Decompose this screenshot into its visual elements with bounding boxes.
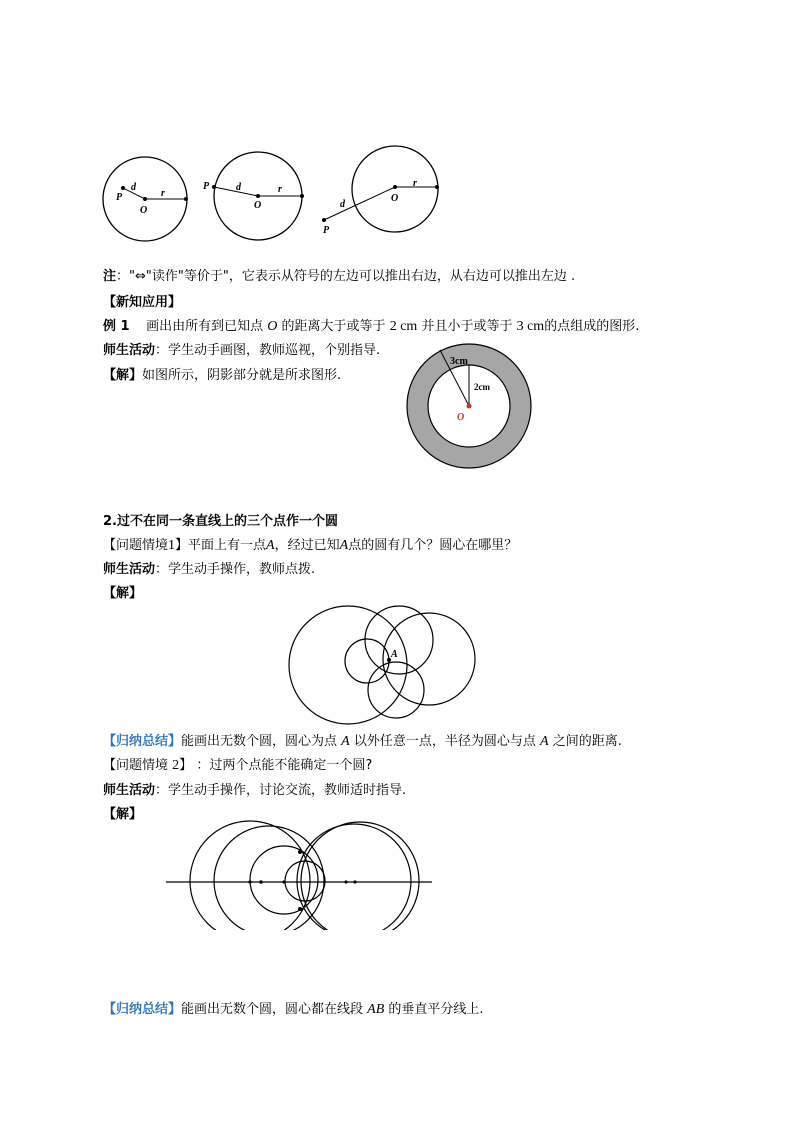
activity-label: 师生活动: [103, 783, 156, 798]
summary-text-1: 能画出无数个圆，圆心为点: [181, 734, 338, 749]
summary-text-1: 能画出无数个圆，圆心都在线段: [181, 1002, 364, 1017]
svg-text:r: r: [278, 184, 282, 195]
svg-text:r: r: [413, 178, 417, 189]
problem-text-1: 平面上有一点: [188, 538, 267, 553]
circles-through-point-figure: [285, 603, 480, 725]
example-label: 例 1: [103, 319, 130, 334]
summary-point-a: A: [341, 734, 350, 749]
summary-point-a-2: A: [540, 734, 549, 749]
example-1: [103, 318, 639, 336]
solution-1: [103, 367, 341, 385]
circle-point-inside: [103, 157, 188, 241]
svg-text:d: d: [236, 182, 241, 193]
problem-number: 2: [172, 758, 180, 773]
activity-text: ：学生动手画图，教师巡视，个别指导.: [155, 343, 381, 358]
problem-1: [103, 537, 517, 555]
note-line: [103, 268, 575, 286]
problem-close: 】: [179, 758, 193, 773]
circle-point-outside: [322, 146, 439, 236]
solution-3-label: 【解】: [103, 807, 143, 822]
svg-text:O: O: [391, 193, 399, 204]
problem-close: 】: [175, 538, 189, 553]
problem-point-a: A: [266, 538, 275, 553]
example-text-2: 的距离大于或等于: [281, 319, 386, 334]
activity-label: 师生活动: [103, 343, 156, 358]
svg-text:d: d: [131, 182, 136, 193]
section-2-title: 2.过不在同一条直线上的三个点作一个圆: [103, 514, 338, 529]
point-a: [298, 850, 302, 854]
summary-text-2: 以外任意一点，半径为圆心与点: [353, 734, 536, 749]
svg-text:P: P: [116, 192, 123, 203]
center-point: [467, 404, 472, 409]
section-new-heading: 【新知应用】: [103, 295, 182, 310]
activity-text: ：学生动手操作，教师点拨.: [155, 562, 316, 577]
circles-through-two-points-figure: [162, 815, 437, 930]
annulus-figure: [402, 336, 537, 471]
svg-text:O: O: [140, 205, 148, 216]
example-value-1: 2 cm: [389, 319, 418, 334]
example-value-2: 3 cm: [516, 319, 545, 334]
activity-3: [103, 782, 406, 800]
inner-radius-label: 2cm: [474, 382, 490, 392]
activity-text: ：学生动手操作，讨论交流，教师适时指导.: [155, 783, 407, 798]
summary-segment-ab: AB: [367, 1002, 385, 1017]
summary-label: 【归纳总结】: [103, 734, 182, 749]
summary-label: 【归纳总结】: [103, 1002, 182, 1017]
activity-1: [103, 342, 380, 360]
solution-2-label: 【解】: [103, 586, 143, 601]
problem-label: 【问题情境: [103, 758, 169, 773]
point-b: [298, 907, 302, 911]
summary-2: [103, 1001, 484, 1019]
summary-text-2: 的垂直平分线上.: [388, 1002, 484, 1017]
problem-2: [103, 757, 372, 775]
problem-point-a-2: A: [339, 538, 349, 553]
summary-text-3: 之间的距离.: [552, 734, 622, 749]
problem-text-2: ，经过已知: [274, 538, 340, 553]
point-circle-position-figure: [95, 140, 455, 245]
svg-text:O: O: [254, 200, 262, 211]
note-label: 注: [103, 269, 117, 284]
problem-text-3: 点的圆有几个？圆心在哪里？: [348, 538, 518, 553]
summary-1: [103, 733, 622, 751]
point-a-label: A: [391, 649, 398, 660]
note-text: ："⇔"读作"等价于"，它表示从符号的左边可以推出右边，从右边可以推出左边 .: [116, 269, 576, 284]
example-point-o: O: [267, 319, 278, 334]
problem-label: 【问题情境: [103, 538, 169, 553]
problem-text: ：过两个点能不能确定一个圆?: [196, 758, 373, 773]
outer-radius-label: 3cm: [450, 356, 468, 367]
svg-text:P: P: [203, 181, 210, 192]
activity-label: 师生活动: [103, 562, 156, 577]
example-text-3: 并且小于或等于: [421, 319, 513, 334]
circle-point-on: [203, 152, 304, 240]
solution-label: 【解】: [103, 368, 143, 383]
example-text-1: 画出由所有到已知点: [146, 319, 264, 334]
problem-number: 1: [168, 538, 176, 553]
solution-text: 如图所示，阴影部分就是所求图形.: [142, 368, 342, 383]
center-label: O: [457, 412, 465, 423]
example-text-4: 的点组成的图形.: [544, 319, 640, 334]
activity-2: [103, 561, 315, 579]
svg-text:d: d: [340, 199, 345, 210]
svg-text:r: r: [161, 188, 165, 199]
svg-text:P: P: [323, 225, 330, 236]
